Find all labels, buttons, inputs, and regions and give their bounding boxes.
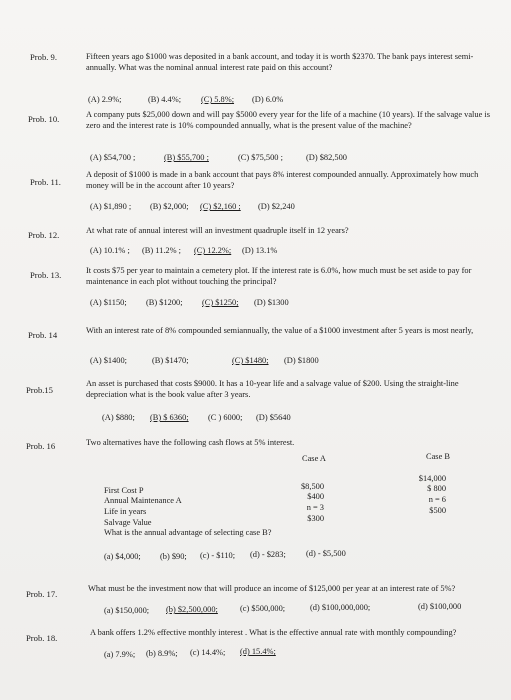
problem-12-text: At what rate of annual interest will an investment quadruple itself in 12 years?: [86, 226, 349, 235]
problem-12-option-d: (D) 13.1%: [242, 246, 278, 255]
problem-9-label: Prob. 9.: [30, 52, 57, 62]
problem-9-option-d: (D) 6.0%: [252, 95, 284, 104]
problem-17-text: What must be the investment now that will produce an income of $125,000 per year at an interest rate of 5%?: [88, 584, 456, 593]
problem-18-option-c: (c) 14.4%;: [190, 648, 226, 657]
problem-10-option-c: (C) $75,500 ;: [238, 153, 283, 162]
table-header-case-b: Case B: [426, 452, 450, 461]
problem-15-option-a: (A) $880;: [102, 413, 135, 422]
problem-16-label: Prob. 16: [26, 441, 56, 451]
problem-18-label: Prob. 18.: [26, 633, 58, 643]
problem-17-label: Prob. 17.: [26, 589, 58, 599]
table-cell-b-life: n = 6: [428, 495, 446, 504]
problem-12-option-a: (A) 10.1% ;: [90, 246, 130, 255]
problem-15-text: An asset is purchased that costs $9000. It has a 10-year life and a salvage value of $200. Using the straight-line depreciation what is the book value after 3 years.: [86, 379, 459, 399]
problem-12-option-c: (C) 12.2%;: [194, 246, 232, 255]
problem-18-option-b: (b) 8.9%;: [146, 649, 178, 658]
problem-12-option-b: (B) 11.2% ;: [142, 246, 181, 255]
problem-13-text: It costs $75 per year to maintain a cemetery plot. If the interest rate is 6.0%, how much must be set aside to pay for maintenance in each plot without touching the principal?: [86, 266, 472, 286]
problem-17-option-a: (a) $150,000;: [104, 606, 150, 615]
table-row-label-life: Life in years: [104, 507, 147, 516]
problem-14-text: With an interest rate of 8% compounded semiannually, the value of a $1000 investment after 5 years is most nearly,: [86, 326, 474, 335]
problem-15-option-b: (B) $ 6360;: [150, 413, 189, 422]
table-cell-b-salvage: $500: [429, 506, 446, 515]
problem-10-option-b: (B) $55,700 ;: [164, 153, 209, 162]
problem-10-label: Prob. 10.: [28, 114, 60, 124]
table-cell-a-life: n = 3: [306, 503, 324, 512]
problem-18-text: A bank offers 1.2% effective monthly interest . What is the effective annual rate with monthly compounding?: [90, 628, 457, 637]
problem-17-option-b: (b) $2,500,000;: [166, 605, 218, 614]
problem-17-option-c: (c) $500,000;: [240, 604, 286, 613]
problem-14-label: Prob. 14: [28, 330, 58, 340]
problem-14-option-b: (B) $1470;: [152, 356, 189, 365]
problem-15-option-c: (C ) 6000;: [208, 413, 243, 422]
problem-18-option-a: (a) 7.9%;: [104, 650, 136, 659]
problem-15-option-d: (D) $5640: [256, 413, 291, 422]
problem-11-option-b: (B) $2,000;: [150, 202, 189, 211]
problem-14-option-c: (C) $1480;: [232, 356, 269, 365]
table-header-case-a: Case A: [302, 454, 326, 463]
problem-11-label: Prob. 11.: [30, 177, 61, 187]
problem-16-text: Two alternatives have the following cash flows at 5% interest.: [86, 438, 295, 447]
table-cell-b-maintenance: $ 800: [427, 484, 446, 493]
problem-18-option-d: (d) 15.4%;: [240, 647, 276, 656]
problem-15-label: Prob.15: [26, 385, 53, 395]
table-cell-a-salvage: $300: [307, 514, 324, 523]
problem-10-text: A company puts $25,000 down and will pay $5000 every year for the life of a machine (10 years). If the salvage value is zero and the interest rate is 10% compounded annually, what is the present value of the machine?: [86, 110, 490, 130]
problem-11-option-c: (C) $2,160 ;: [200, 202, 241, 211]
problem-16-option-b: (b) $90;: [160, 552, 187, 561]
problem-13-option-b: (B) $1200;: [146, 298, 183, 307]
problem-10-option-a: (A) $54,700 ;: [90, 153, 136, 162]
problem-11-option-d: (D) $2,240: [258, 202, 295, 211]
problem-16-option-e: (d) - $5,500: [306, 549, 346, 558]
problem-17-option-d: (d) $100,000,000;: [310, 603, 371, 612]
problem-13-option-a: (A) $1150;: [90, 298, 127, 307]
problem-16-option-a: (a) $4,000;: [104, 552, 141, 561]
problem-16-option-d: (d) - $283;: [250, 550, 286, 559]
problem-9-option-c: (C) 5.8%;: [201, 95, 235, 104]
table-row-label-maintenance: Annual Maintenance A: [104, 496, 182, 505]
table-cell-b-first-cost: $14,000: [418, 474, 446, 483]
problem-16-option-c: (c) - $110;: [200, 551, 236, 560]
problem-14-option-a: (A) $1400;: [90, 356, 127, 365]
table-cell-a-first-cost: $8,500: [300, 482, 324, 491]
table-cell-a-maintenance: $400: [307, 492, 324, 501]
problem-13-option-d: (D) $1300: [254, 298, 289, 307]
table-row-label-first-cost: First Cost P: [104, 486, 144, 495]
problem-9-option-a: (A) 2.9%;: [88, 95, 122, 104]
problem-16-question: What is the annual advantage of selecting case B?: [104, 528, 272, 537]
problem-11-text: A deposit of $1000 is made in a bank account that pays 8% interest compounded annually. Approximately how much money will be in the account after 10 years?: [86, 170, 479, 190]
problem-10-option-d: (D) $82,500: [306, 153, 347, 162]
problem-12-label: Prob. 12.: [28, 230, 60, 240]
problem-9-text: Fifteen years ago $1000 was deposited in a bank account, and today it is worth $2370. The bank pays interest semi-annually. What was the nominal annual interest rate paid on this account?: [86, 52, 474, 72]
problem-11-option-a: (A) $1,890 ;: [90, 202, 132, 211]
problem-13-option-c: (C) $1250;: [202, 298, 239, 307]
problem-17-option-e: (d) $100,000: [418, 602, 462, 611]
problem-14-option-d: (D) $1800: [284, 356, 319, 365]
problem-9-option-b: (B) 4.4%;: [148, 95, 182, 104]
table-row-label-salvage: Salvage Value: [104, 518, 152, 527]
problem-13-label: Prob. 13.: [30, 270, 62, 280]
